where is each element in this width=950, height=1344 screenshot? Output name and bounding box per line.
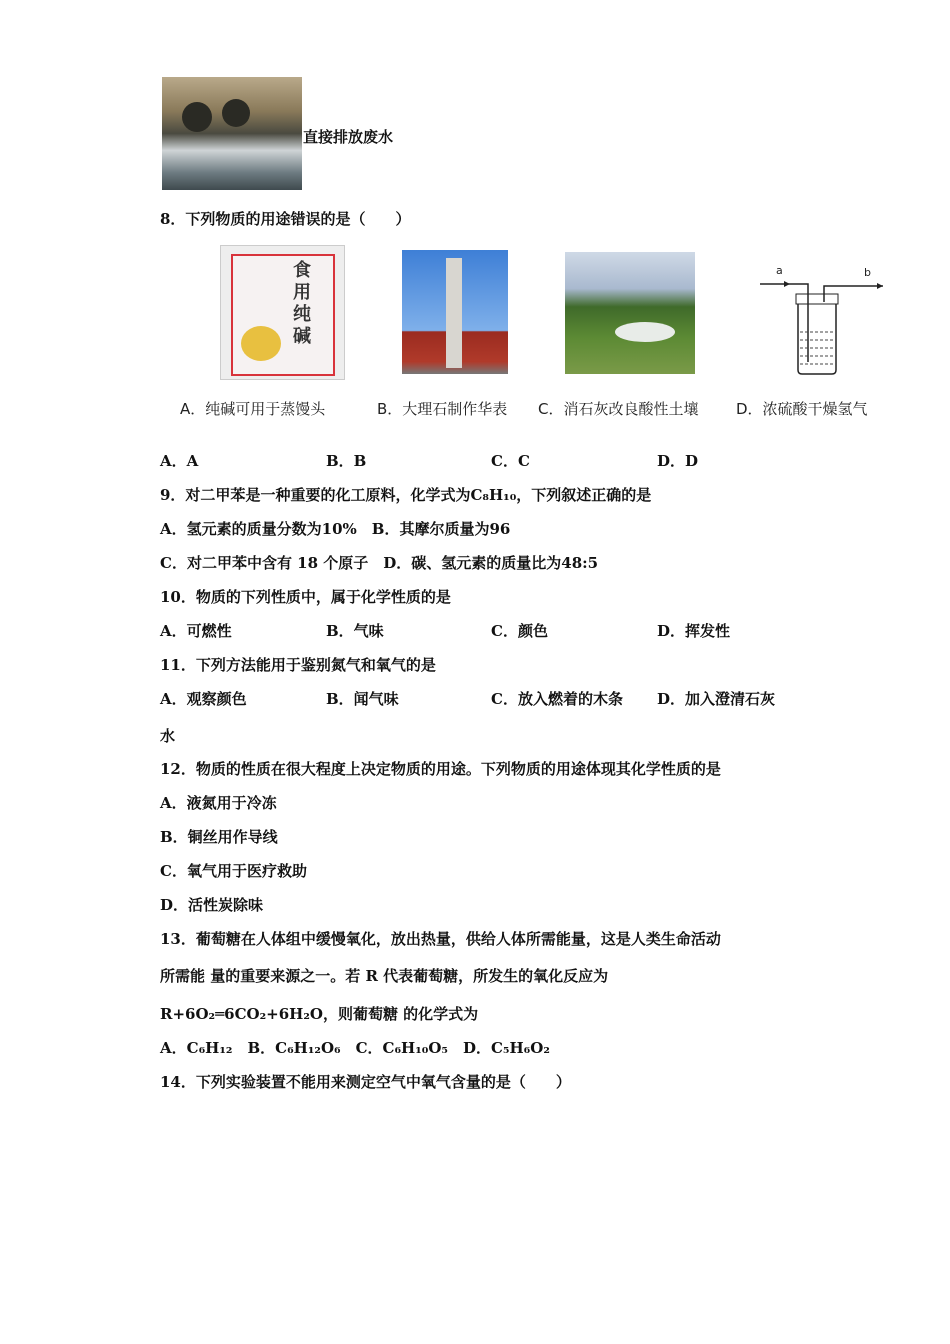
wastewater-photo bbox=[162, 77, 302, 190]
q8-stem: 8．下列物质的用途错误的是（ ） bbox=[160, 210, 411, 228]
q11-option-a[interactable]: A．观察颜色 bbox=[160, 690, 247, 708]
field-image bbox=[565, 252, 695, 374]
q13-line-3: R+6O₂═6CO₂+6H₂O，则葡萄糖 的化学式为 bbox=[160, 1005, 479, 1023]
q10-option-a[interactable]: A．可燃性 bbox=[160, 622, 232, 640]
soda-bag-image bbox=[220, 245, 345, 380]
image-label-a: A．纯碱可用于蒸馒头 bbox=[180, 400, 326, 418]
q12-option-d[interactable]: D．活性炭除味 bbox=[160, 896, 264, 914]
q14-stem: 14．下列实验装置不能用来测定空气中氧气含量的是（ ） bbox=[160, 1073, 571, 1091]
q10-option-b[interactable]: B．气味 bbox=[326, 622, 384, 640]
image-label-d: D．浓硫酸干燥氢气 bbox=[736, 400, 868, 418]
gas-washing-bottle-diagram bbox=[758, 262, 888, 378]
q9-stem: 9．对二甲苯是一种重要的化工原料，化学式为C₈H₁₀，下列叙述正确的是 bbox=[160, 486, 652, 504]
q13-line-2: 所需能 量的重要来源之一。若 R 代表葡萄糖，所发生的氧化反应为 bbox=[160, 967, 609, 985]
q8-option-c[interactable]: C．C bbox=[491, 452, 530, 470]
q8-option-d[interactable]: D．D bbox=[657, 452, 699, 470]
q11-option-d-wrap: 水 bbox=[160, 727, 176, 745]
q12-option-b[interactable]: B．铜丝用作导线 bbox=[160, 828, 278, 846]
wastewater-caption: 直接排放废水 bbox=[303, 128, 394, 146]
huabiao-image bbox=[402, 250, 508, 374]
q13-options[interactable]: A．C₆H₁₂ B．C₆H₁₂O₆ C．C₆H₁₀O₅ D．C₅H₆O₂ bbox=[160, 1039, 550, 1057]
q8-option-a[interactable]: A．A bbox=[160, 452, 199, 470]
q11-option-c[interactable]: C．放入燃着的木条 bbox=[491, 690, 623, 708]
q11-option-d[interactable]: D．加入澄清石灰 bbox=[657, 690, 776, 708]
q13-line-1: 13．葡萄糖在人体组中缓慢氧化，放出热量，供给人体所需能量，这是人类生命活动 bbox=[160, 930, 721, 948]
bag-text: 食用纯碱 bbox=[293, 260, 311, 347]
bottle-svg bbox=[758, 262, 888, 378]
q12-option-c[interactable]: C．氧气用于医疗救助 bbox=[160, 862, 307, 880]
q9-options-ab[interactable]: A．氢元素的质量分数为10% B．其摩尔质量为96 bbox=[160, 520, 511, 538]
label-a: a bbox=[776, 264, 783, 277]
q9-options-cd[interactable]: C．对二甲苯中含有 18 个原子 D．碳、氢元素的质量比为48:5 bbox=[160, 554, 599, 572]
image-label-b: B．大理石制作华表 bbox=[377, 400, 508, 418]
label-b: b bbox=[864, 266, 871, 279]
q12-option-a[interactable]: A．液氮用于冷冻 bbox=[160, 794, 277, 812]
image-label-c: C．消石灰改良酸性土壤 bbox=[538, 400, 699, 418]
q10-stem: 10．物质的下列性质中，属于化学性质的是 bbox=[160, 588, 451, 606]
q12-stem: 12．物质的性质在很大程度上决定物质的用途。下列物质的用途体现其化学性质的是 bbox=[160, 760, 721, 778]
q10-option-d[interactable]: D．挥发性 bbox=[657, 622, 731, 640]
q10-option-c[interactable]: C．颜色 bbox=[491, 622, 548, 640]
q8-option-b[interactable]: B．B bbox=[326, 452, 367, 470]
q11-stem: 11．下列方法能用于鉴别氮气和氧气的是 bbox=[160, 656, 436, 674]
q11-option-b[interactable]: B．闻气味 bbox=[326, 690, 399, 708]
